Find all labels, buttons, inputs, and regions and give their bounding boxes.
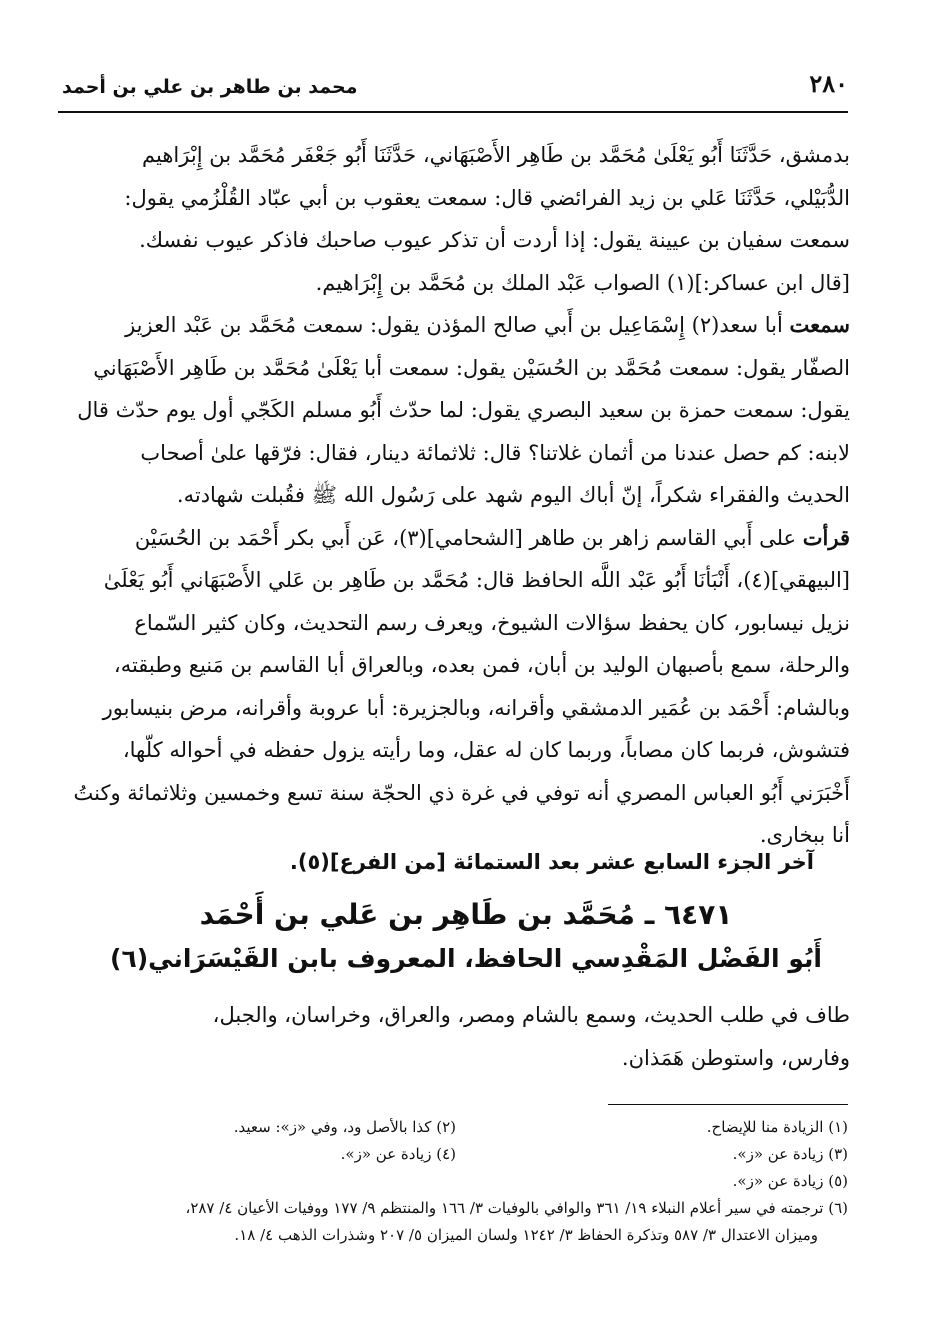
text-line: سمعت سفيان بن عيينة يقول: إذا أردت أن تذكر عيوب صاحبك فاذكر عيوب نفسك. [139, 228, 850, 252]
main-text [64, 134, 850, 857]
page-number: ٢٨٠ [809, 69, 848, 98]
text-line: أَخْبَرَني أَبُو العباس المصري أنه توفي في غرة ذي الحجّة سنة تسع وخمسين وثلاثمائة وكنتُ [73, 780, 850, 805]
text-line: فتشوش، فربما كان مصاباً، وربما كان له عقل، وما رأيته يزول حفظه في أحواله كلّها، [122, 738, 850, 762]
text-line: لابنه: كم حصل عندنا من أثمان غلاتنا؟ قال: ثلاثمائة دينار، فقال: فرّقها علىٰ أصحاب [140, 440, 850, 465]
paragraph-lead-word: قرأت [802, 524, 850, 550]
text-line: الصفّار يقول: سمعت مُحَمَّد بن الحُسَيْن يقول: سمعت أبا يَعْلَىٰ مُحَمَّد بن طَاهِر الأَصْبَهَاني [93, 355, 850, 380]
running-title: محمد بن طاهر بن علي بن أحمد [62, 76, 358, 98]
footnote-rule [608, 1104, 848, 1105]
text-line: بدمشق، حَدَّثَنَا أَبُو يَعْلَىٰ مُحَمَّد بن طَاهِر الأَصْبَهَاني، حَدَّثَنَا أَبُو جَعْفَر مُحَمَّد بن إِبْرَاهيم [142, 143, 850, 167]
paragraph-start [64, 304, 850, 347]
footnote-3: (٣) زيادة عن «ز». [732, 1145, 848, 1163]
footnote-1: (١) الزيادة منا للإيضاح. [706, 1118, 848, 1136]
footnote-row [64, 1141, 848, 1168]
header-rule [58, 111, 848, 113]
text-line: أنا ببخارى. [759, 823, 850, 847]
footnote-4: (٤) زيادة عن «ز». [340, 1145, 456, 1163]
footnote-6: (٦) ترجمته في سير أعلام النبلاء ١٩/ ٣٦١ والوافي بالوفيات ٣/ ١٦٦ والمنتظم ٩/ ١٧٧ ووفيات الأعيان ٤/ ٢٨٧، [185, 1199, 848, 1217]
entry-subheading: أَبُو الفَضْل المَقْدِسي الحافظ، المعروف بابن القَيْسَرَاني(٦) [110, 944, 822, 973]
text-line: الدُّبَيْلي، حَدَّثَنَا عَلي بن زيد الفرائضي قال: سمعت يعقوب بن أبي عبّاد القُلْزُمي يقول: [124, 185, 850, 210]
text-span: أبا سعد(٢) إِسْمَاعِيل بن أَبي صالح المؤذن يقول: سمعت مُحَمَّد بن عَبْد العزيز [125, 313, 790, 337]
text-line: نزيل نيسابور، كان يحفظ سؤالات الشيوخ، ويعرف رسم التحديث، وكان كثير السّماع [134, 610, 850, 635]
entry-text [64, 994, 850, 1079]
text-line: يقول: سمعت حمزة بن سعيد البصري يقول: لما حدّث أَبُو مسلم الكَجّي أول يوم حدّث قال [77, 398, 850, 422]
text-line: وبالشام: أَحْمَد بن عُمَير الدمشقي وأقرانه، وبالجزيرة: أبا عروبة وأقرانه، مرض بنيسابور [102, 695, 850, 720]
part-end-note: آخر الجزء السابع عشر بعد الستمائة [من الفرع](٥). [289, 850, 814, 874]
text-line: وفارس، واستوطن هَمَذان. [621, 1045, 850, 1070]
text-line: طاف في طلب الحديث، وسمع بالشام ومصر، والعراق، وخراسان، والجبل، [212, 1003, 850, 1027]
text-span: على أَبي القاسم زاهر بن طاهر [الشحامي](٣)، عَن أَبي بكر أَحْمَد بن الحُسَيْن [134, 525, 803, 550]
paragraph-start [64, 517, 850, 560]
text-line: الحديث والفقراء شكراً، إنّ أباك اليوم شهد على رَسُول الله ﷺ فقُبلت شهادته. [176, 483, 850, 507]
text-line: والرحلة، سمع بأصبهان الوليد بن أبان، فمن بعده، وبالعراق أبا القاسم بن مَنيع وطبقته، [113, 653, 850, 677]
entry-heading: ٦٤٧١ ـ مُحَمَّد بن طَاهِر بن عَلي بن أَحْمَد [199, 898, 733, 931]
footnote-row [64, 1168, 848, 1195]
page-header [62, 62, 848, 98]
footnotes [64, 1114, 848, 1249]
footnote-2: (٢) كذا بالأصل ود، وفي «ز»: سعيد. [233, 1118, 456, 1136]
footnote-6-continuation: وميزان الاعتدال ٣/ ٥٨٧ وتذكرة الحفاظ ٣/ ١٢٤٢ ولسان الميزان ٥/ ٢٠٧ وشذرات الذهب ٤/ ١٨. [234, 1226, 818, 1244]
footnote-5: (٥) زيادة عن «ز». [732, 1172, 848, 1190]
paragraph-lead-word: سمعت [789, 312, 850, 337]
text-line: [البيهقي](٤)، أَنْبَأنَا أَبُو عَبْد اللَّه الحافظ قال: مُحَمَّد بن طَاهِر بن عَلي الأَصْبَهَاني أَبُو يَعْلَىٰ [103, 568, 850, 592]
footnote-row [64, 1114, 848, 1141]
text-line: [قال ابن عساكر:](١) الصواب عَبْد الملك بن مُحَمَّد بن إِبْرَاهيم. [315, 270, 850, 295]
